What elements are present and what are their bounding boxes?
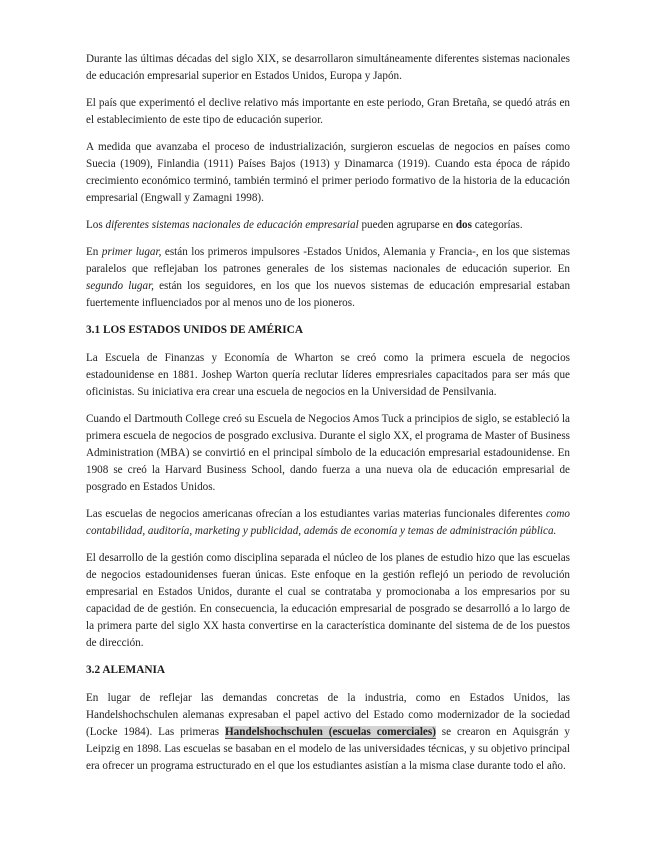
section-heading-germany: 3.2 ALEMANIA [86,664,166,676]
paragraph-10 [86,690,570,775]
paragraph-7: Cuando el Dartmouth College creó su Escuela de Negocios Amos Tuck a principios de siglo, se estableció la primera escuela de negocios de posgrado exclusiva. Durante el siglo XX, el programa de Master of Business Administration (MBA) se convirtió en el principal símbolo de la educación empresarial estadounidense. En 1908 se creó la Harvard Business School, dando fuerza a una nueva ola de educación empresarial de posgrado en Estados Unidos. [86,413,570,493]
paragraph-5-italic-first: primer lugar, [101,246,162,258]
paragraph-8 [86,506,570,540]
paragraph-8-text-a: Las escuelas de negocios americanas ofrecían a los estudiantes varias materias funcionales diferentes [86,508,546,520]
paragraph-4-bold: dos [455,219,472,231]
paragraph-5-text-e: están los seguidores, en los que los nuevos sistemas de educación empresarial estaban fuertemente influenciados por al menos uno de los pioneros. [86,280,571,309]
paragraph-9: El desarrollo de la gestión como disciplina separada el núcleo de los planes de estudio hizo que las escuelas de negocios estadounidenses fueran únicas. Este enfoque en la gestión reflejó un periodo de revolución empresarial en Estados Unidos, durante el cual se contrataba y promocionaba a los empresarios por su capacidad de de gestión. En consecuencia, la educación empresarial de posgrado se desarrolló a lo largo de la primera parte del siglo XX hasta convertirse en la característica dominante del sistema de de los puestos de dirección. [86,552,570,649]
paragraph-10-text-c: se crearon en Aquisgrán y Leipzig en 1898. Las escuelas se basaban en el modelo de las universidades técnicas, y su objetivo principal era ofrecer un programa estructurado en el que los estudiantes asistían a la misma clase durante todo el año. [86,726,570,772]
paragraph-1: Durante las últimas décadas del siglo XIX, se desarrollaron simultáneamente diferentes sistemas nacionales de educación empresarial superior en Estados Unidos, Europa y Japón. [86,53,570,82]
paragraph-5-text-a: En [86,246,102,258]
paragraph-4-text-c: pueden agruparse en [358,219,456,231]
highlighted-term: Handelshochschulen (escuelas comerciales) [225,726,436,738]
paragraph-5-italic-second: segundo lugar, [86,280,154,292]
paragraph-5 [86,244,570,312]
paragraph-6: La Escuela de Finanzas y Economía de Wharton se creó como la primera escuela de negocios estadounidense en 1881. Joshep Warton quería reclutar líderes empresriales capacitados para ser más que oficinistas. Su iniciativa era crear una escuela de negocios en la Universidad de Pensilvania. [86,352,570,398]
paragraph-10-text-a: En lugar de reflejar las demandas concretas de la industria, como en Estados Unidos, las Handelshochschulen alemanas expresaban el papel activo del Estado como modernizador de la sociedad (Locke 1984). Las primeras [86,692,570,738]
paragraph-4 [86,217,570,234]
paragraph-2: El país que experimentó el declive relativo más importante en este periodo, Gran Bretaña, se quedó atrás en el establecimiento de este tipo de educación superior. [86,97,570,126]
paragraph-4-text-a: Los [86,219,106,231]
paragraph-4-text-e: categorías. [471,219,523,231]
document-page [86,51,570,785]
paragraph-5-text-c: están los primeros impulsores -Estados Unidos, Alemania y Francia-, en los que sistemas paralelos que reflejaban los patrones generales de los sistemas nacionales de educación superior. En [86,246,570,275]
paragraph-3: A medida que avanzaba el proceso de industrialización, surgieron escuelas de negocios en países como Suecia (1909), Finlandia (1911) Países Bajos (1913) y Dinamarca (1919). Cuando esta época de rápido crecimiento económico terminó, también terminó el primer periodo formativo de la historia de la educación empresarial (Engwall y Zamagni 1998). [86,141,570,204]
paragraph-4-italic: diferentes sistemas nacionales de educación empresarial [105,219,359,231]
paragraph-8-italic: como contabilidad, auditoría, marketing y publicidad, además de economía y temas de administración pública. [86,508,570,537]
section-heading-usa: 3.1 LOS ESTADOS UNIDOS DE AMÉRICA [86,324,303,336]
